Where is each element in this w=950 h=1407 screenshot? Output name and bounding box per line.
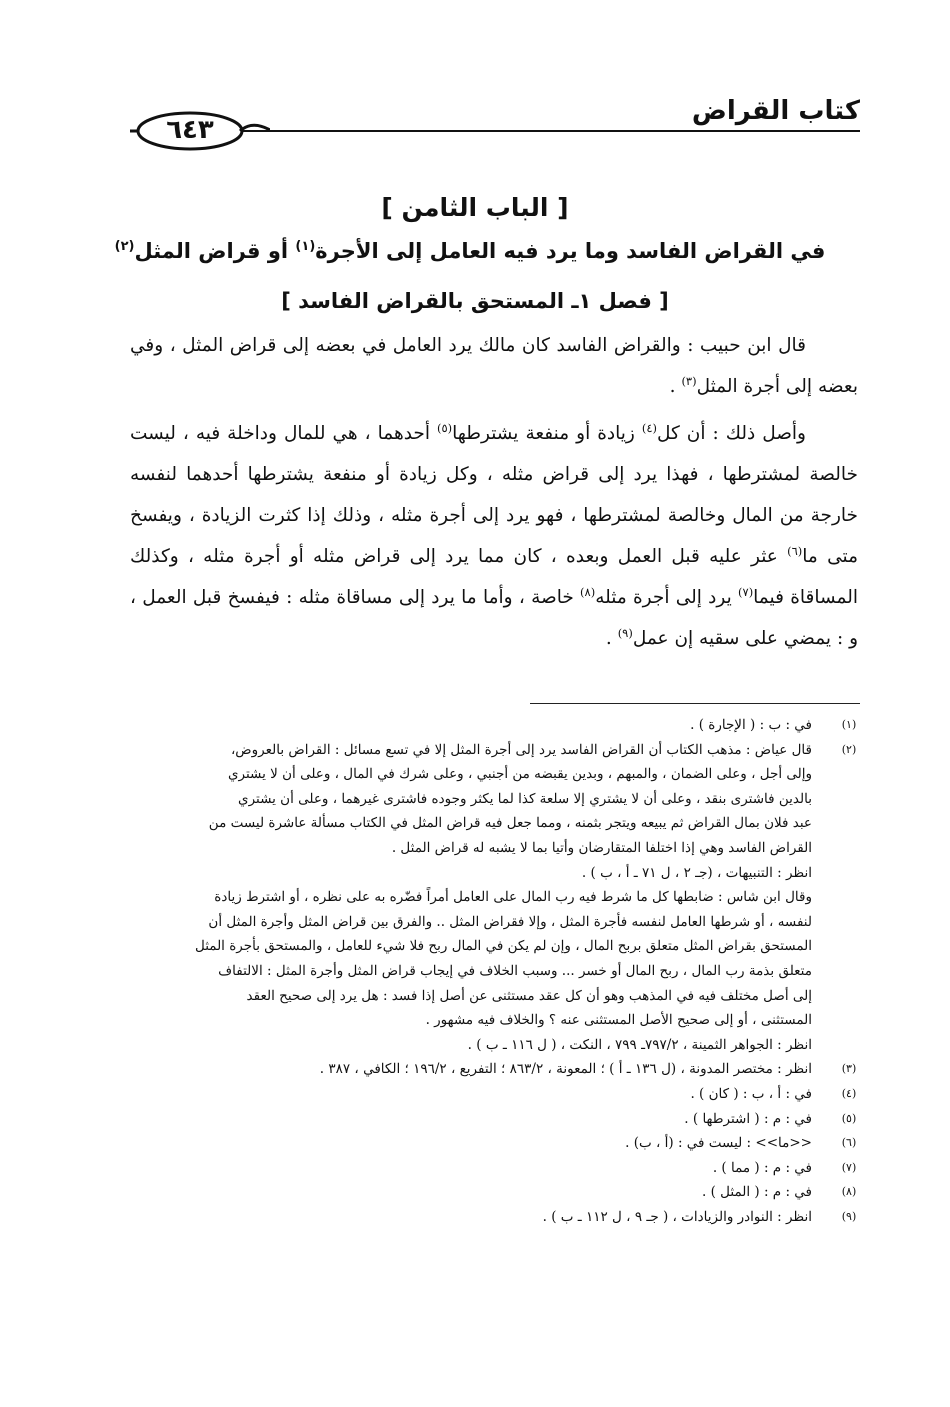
- footnote: [150, 738, 862, 1058]
- section-title: [ فصل ١ـ المستحق بالقراض الفاسد ]: [281, 289, 669, 313]
- page-number: ٦٤٣: [166, 115, 214, 145]
- footnote-number: (٢): [841, 742, 857, 756]
- chapter-subtitle-text: أو قراض المثل: [134, 239, 296, 263]
- footnote-line: في : ب : ( الإجارة ) .: [690, 717, 812, 733]
- footnote-line: إلى أصل مختلف فيه في المذهب وهو أن كل عقد مستثنى عن أصل إذا فسد : هل يرد إلى صحيح العقد: [246, 987, 812, 1004]
- running-title: كتاب القراض: [691, 96, 860, 126]
- footnote-line: <<ما>> : ليست في : (أ ، ب) .: [625, 1135, 812, 1152]
- body-text-run: عثر عليه قبل العمل وبعده ، كان مما يرد إلى قراض مثله أو أجرة مثله ، وكذلك المساقاة فيما: [130, 546, 858, 608]
- footnote-line: في : م : ( المثل ) .: [702, 1184, 812, 1201]
- footnote-line: متعلق بذمة رب المال ، ربح المال أو خسر ... وسبب الخلاف في إيجاب قراض المثل وأجرة المثل : الالتفاف: [218, 962, 812, 979]
- footnote-line: المستثنى ، أو إلى صحيح الأصل المستثنى عنه ؟ والخلاف فيه مشهور .: [425, 1012, 812, 1029]
- footnote-line: لنفسه ، أو شرطها العامل لنفسه فأجرة المثل ، وإلا فقراض المثل .. والفرق بين قراض المثل وأجرة المثل أن: [208, 913, 812, 930]
- footnote-line: في : م : ( اشترطها ) .: [684, 1110, 812, 1127]
- footnote: [150, 1205, 862, 1230]
- footnote-number: (٩): [841, 1209, 857, 1223]
- chapter-subtitle-text: في القراض الفاسد وما يرد فيه العامل إلى الأجرة: [315, 239, 826, 263]
- footnote-ref: (٦): [787, 543, 803, 558]
- footnote-line: وإلى أجل ، وعلى الضمان ، والمبهم ، وبدين يقبضه من أجنبي ، وعلى شرك في المال ، وعلى أن لا يشتري: [227, 766, 812, 783]
- footnote-ref: (١): [295, 239, 316, 254]
- footnote-line: بالدين فاشترى بنقد ، وعلى أن لا يشتري إلا سلعة كذا لما يكثر وجوده فاشترى غيرهما ، وعلى أن يشتري: [238, 790, 812, 807]
- body-text-run: خاصة ، وأما ما يرد إلى مساقاة مثله : فيفسخ قبل العمل ، و : يمضي على سقيه إن عمل: [130, 587, 858, 649]
- footnote-line: في : أ ، ب : ( كان ) .: [690, 1085, 812, 1102]
- chapter-subtitle: [60, 239, 880, 263]
- body-paragraph: [130, 325, 858, 407]
- header-rule: [235, 130, 860, 132]
- body-text-run: .: [605, 628, 618, 649]
- footnote: [150, 1156, 862, 1181]
- footnote-line: في : م : ( مما ) .: [712, 1159, 812, 1176]
- footnote-ref: (٨): [580, 584, 596, 599]
- body-text: [130, 325, 858, 659]
- footnote-line: قال عياض : مذهب الكتاب أن القراض الفاسد يرد إلى أجرة المثل إلا في تسع مسائل : القراض بالعروض،: [230, 741, 812, 758]
- footnote-ref: (٤): [641, 420, 657, 435]
- footnote: [150, 1082, 862, 1107]
- footnote-number: (١): [841, 718, 857, 731]
- footnotes: [150, 713, 862, 1229]
- footnote-ref: (٩): [617, 625, 633, 640]
- body-paragraph: [130, 413, 858, 659]
- body-text-run: يرد إلى أجرة مثله: [595, 587, 739, 608]
- footnote-number: (٧): [841, 1160, 857, 1174]
- footnote-line: عبد فلان بمال القراض ثم يبيعه ويتجر بثمنه ، ومما جعل فيه قراض المثل في الكتاب مسألة عاشرة ليست من: [208, 815, 812, 832]
- footnote-separator: [530, 703, 860, 704]
- footnote-number: (٤): [841, 1086, 857, 1100]
- footnote: [150, 1180, 862, 1205]
- footnote-line: القراض الفاسد وهي إذا اختلفا المتقارضان وأتيا بما لا يشبه له قراض المثل .: [391, 839, 812, 856]
- page-number-badge: [130, 110, 270, 156]
- footnote-number: (٦): [841, 1136, 857, 1150]
- footnote-number: (٣): [841, 1062, 857, 1076]
- body-text-run: أحدهما ، هي للمال وداخلة فيه ، ليست خالصة لمشترطها ، فهذا يرد إلى قراض مثله ، وكل زيادة أو منفعة يشترطها أحدهما لنفسه خارجة من المال وخالصة لمشترطها ، فهو يرد إلى أجرة مثله ، وذلك إذا كثرت الزيادة ، ويفسخ متى ما: [130, 423, 858, 567]
- footnote: [150, 713, 862, 738]
- body-text-run: قال ابن حبيب : والقراض الفاسد كان مالك يرد العامل في بعضه إلى قراض المثل ، وفي بعضه إلى أجرة المثل: [130, 335, 858, 397]
- body-text-run: .: [669, 376, 682, 397]
- footnote-number: (٨): [841, 1185, 857, 1199]
- footnote-number: (٥): [841, 1111, 857, 1125]
- footnote-ref: (٢): [114, 239, 135, 254]
- footnote: [150, 1107, 862, 1132]
- footnote-ref: (٥): [436, 420, 453, 435]
- footnote-ref: (٣): [681, 373, 697, 388]
- body-text-run: زيادة أو منفعة يشترطها: [452, 423, 642, 444]
- footnote-line: انظر : التنبيهات ، (جـ ٢ ، ل ٧١ ـ أ ، ب ) .: [581, 864, 812, 881]
- footnote-line: المستحق بقراض المثل متعلق بربح المال ، وإن لم يكن في المال ربح فلا شيء للعامل ، والمستحق بأجرة المثل: [194, 938, 812, 955]
- footnote-line: انظر : النوادر والزيادات ، ( جـ ٩ ، ل ١١٢ ـ ب ) .: [542, 1208, 812, 1225]
- footnote-line: انظر : الجواهر الثمينة ، ٧٩٧/٢ـ ٧٩٩ ، النكت ، ( ل ١١٦ ـ ب ) .: [467, 1036, 812, 1053]
- footnote-line: انظر : مختصر المدونة ، (ل ١٣٦ ـ أ ) ؛ المعونة ، ٨٦٣/٢ ؛ التفريع ، ١٩٦/٢ ؛ الكافي ، ٣٨٧ .: [319, 1061, 812, 1078]
- footnote-ref: (٧): [738, 584, 754, 599]
- footnote: [150, 1131, 862, 1156]
- body-text-run: وأصل ذلك : أن كل: [656, 423, 806, 444]
- footnote: [150, 1057, 862, 1082]
- chapter-title: [ الباب الثامن ]: [381, 193, 569, 222]
- footnote-line: وقال ابن شاس : ضابطها كل ما شرط فيه رب المال على العامل أمراً فضّره به على نظره ، أو اشترط زيادة: [214, 889, 812, 906]
